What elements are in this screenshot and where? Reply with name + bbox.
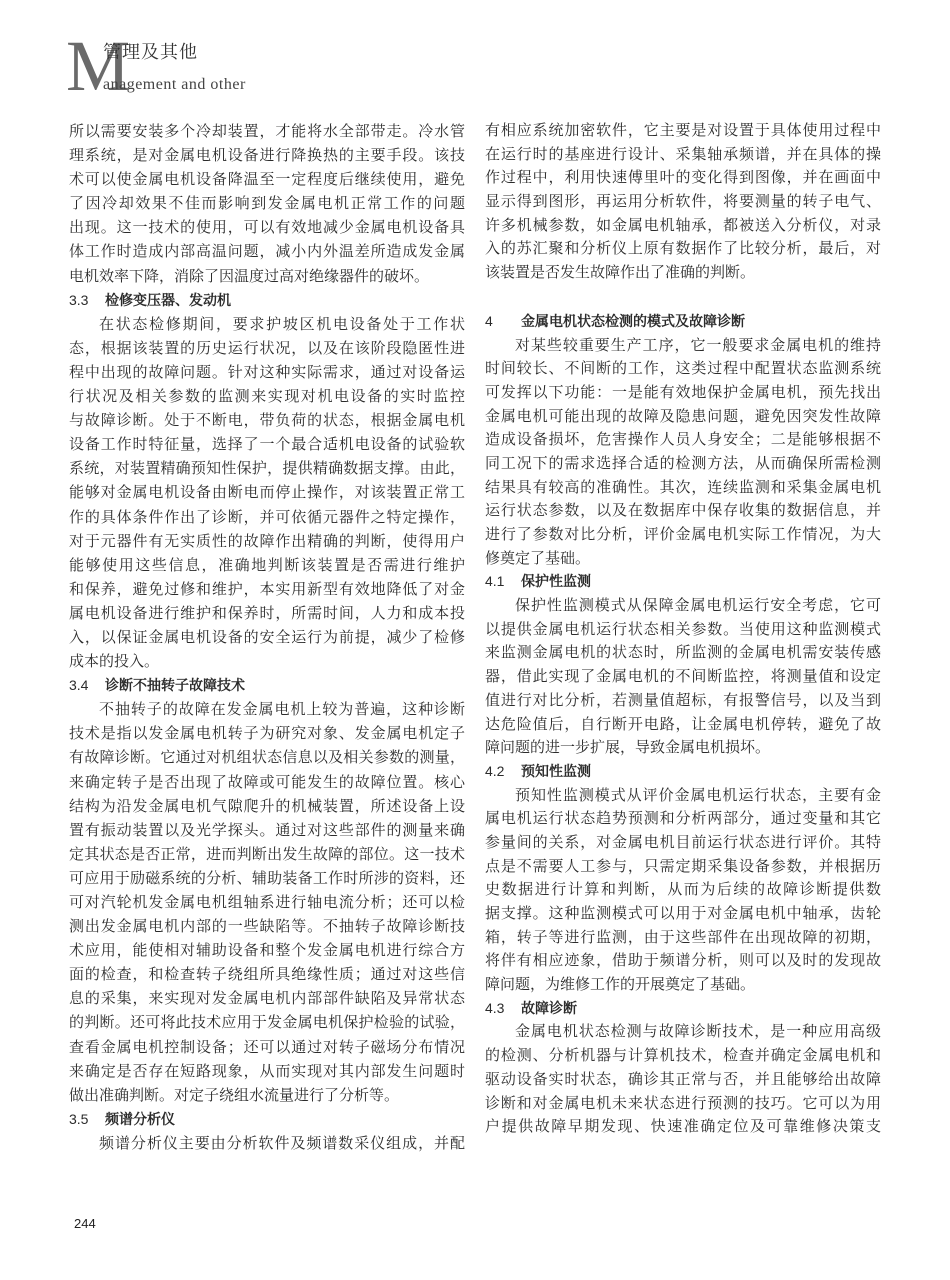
text-line: 许多机械参数，如金属电机轴承，都被送入分析仪，对录 bbox=[485, 215, 881, 234]
text-line: 来确定转子是否出现了故障或可能发生的故障位置。核心 bbox=[69, 772, 465, 791]
text-line: 做出准确判断。对定子绕组水流量进行了分析等。 bbox=[69, 1085, 400, 1104]
text-line: 值进行对比分析，若测量值超标，有报警信号，以及当到 bbox=[485, 690, 881, 709]
text-line: 设备工作时特征量，选择了一个最合适机电设备的试验软 bbox=[69, 435, 465, 454]
text-line: 障问题的进一步扩展，导致金属电机损坏。 bbox=[485, 738, 771, 757]
spacer bbox=[485, 285, 881, 310]
paragraph bbox=[485, 1020, 881, 1138]
text-line: 系统，对装置精确预知性保护，提供精确数据支撑。由此， bbox=[69, 459, 465, 478]
text-line: 结果具有较高的准确性。其次，连续监测和采集金属电机 bbox=[485, 477, 881, 496]
text-line: 户提供故障早期发现、快速准确定位及可靠维修决策支 bbox=[485, 1117, 881, 1136]
section-title: 保护性监测 bbox=[521, 574, 591, 591]
section-heading bbox=[485, 760, 881, 784]
section-number: 4.3 bbox=[485, 999, 505, 1016]
section-number: 3.3 bbox=[69, 291, 89, 308]
text-line: 参量间的关系，对金属电机目前运行状态进行评价。其特 bbox=[485, 832, 881, 851]
text-line: 以提供金属电机运行状态相关参数。当使用这种监测模式 bbox=[485, 619, 881, 638]
text-line: 点是不需要人工参与，只需定期采集设备参数，并根据历 bbox=[485, 856, 881, 875]
section-heading bbox=[485, 570, 881, 594]
text-line: 体工作时造成内部高温问题，减小内外温差所造成发金属 bbox=[69, 242, 465, 261]
text-line: 频谱分析仪主要由分析软件及频谱数采仪组成，并配 bbox=[99, 1133, 465, 1152]
text-line: 来确定是否存在短路现象，从而实现对其内部发生问题时 bbox=[69, 1061, 465, 1080]
paragraph bbox=[485, 784, 881, 997]
text-line: 金属电机状态检测与故障诊断技术，是一种应用高级 bbox=[515, 1022, 881, 1041]
section-number: 4 bbox=[485, 312, 493, 329]
text-line: 该装置是否发生故障作出了准确的判断。 bbox=[485, 263, 756, 282]
paragraph bbox=[485, 594, 881, 760]
text-line: 技术是指以发金属电机转子为研究对象、发金属电机定子 bbox=[69, 724, 465, 743]
text-line: 术应用，能使相对辅助设备和整个发金属电机进行综合方 bbox=[69, 941, 465, 960]
text-line: 的判断。还可将此技术应用于发金属电机保护检验的试验， bbox=[69, 1013, 465, 1032]
section-heading bbox=[485, 997, 881, 1021]
text-line: 对于元器件有无实质性的故障作出精确的判断，使得用户 bbox=[69, 531, 465, 550]
text-line: 有相应系统加密软件，它主要是对设置于具体使用过程中 bbox=[485, 121, 881, 139]
text-line: 测出发金属电机内部的一些缺陷等。不抽转子故障诊断技 bbox=[69, 917, 465, 936]
paragraph bbox=[69, 1131, 465, 1155]
text-line: 入，以保证金属电机设备的安全运行为前提，减少了检修 bbox=[69, 627, 465, 646]
text-line: 来监测金属电机的状态时，所监测的金属电机需安装传感 bbox=[485, 643, 881, 662]
paragraph bbox=[69, 697, 465, 1107]
section-title: 频谱分析仪 bbox=[105, 1111, 175, 1128]
text-line: 同工况下的需求选择合适的检测方法，从而确保所需检测 bbox=[485, 453, 881, 472]
paragraph bbox=[485, 334, 881, 571]
section-heading bbox=[69, 673, 465, 697]
text-line: 查看金属电机控制设备；还可以通过对转子磁场分布情况 bbox=[69, 1037, 465, 1056]
text-line: 器，借此实现了金属电机的不间断监控，将测量值和设定 bbox=[485, 667, 881, 686]
text-line: 的检测、分析机器与计算机技术，检查并确定金属电机和 bbox=[485, 1046, 881, 1065]
section-number: 3.5 bbox=[69, 1110, 89, 1127]
text-line: 面的检查，和检查转子绕组所具绝缘性质；通过对这些信 bbox=[69, 965, 465, 984]
section-heading bbox=[485, 310, 881, 334]
text-line: 入的苏汇聚和分析仪上原有数据作了比较分析，最后，对 bbox=[485, 239, 881, 258]
text-line: 成本的投入。 bbox=[69, 652, 160, 671]
text-line: 保护性监测模式从保障金属电机运行安全考虑，它可 bbox=[515, 596, 881, 615]
text-line: 属电机运行状态趋势预测和分析两部分，通过变量和其它 bbox=[485, 809, 881, 828]
text-line: 进行了参数对比分析，评价金属电机实际工作情况，为大 bbox=[485, 525, 881, 543]
left-text-column bbox=[69, 119, 465, 1155]
section-number: 4.2 bbox=[485, 762, 505, 779]
text-line: 态，根据该装置的历史运行状况，以及在该阶段隐匿性进 bbox=[69, 338, 465, 357]
section-title: 检修变压器、发动机 bbox=[105, 292, 231, 309]
text-line: 运行状态参数，以及在数据库中保存收集的数据信息，并 bbox=[485, 501, 881, 520]
section-initial-logo: M bbox=[66, 26, 131, 106]
text-line: 驱动设备实时状态，确诊其正常与否，并且能够给出故障 bbox=[485, 1069, 881, 1088]
text-line: 时间较长、不间断的工作，这类过程中配置状态监测系统 bbox=[485, 359, 881, 378]
text-line: 在状态检修期间，要求护坡区机电设备处于工作状 bbox=[99, 314, 465, 333]
text-line: 有故障诊断。它通过对机组状态信息以及相关参数的测量， bbox=[69, 748, 465, 767]
text-line: 所以需要安装多个冷却装置，才能将水全部带走。冷水管 bbox=[69, 122, 465, 140]
text-line: 预知性监测模式从评价金属电机运行状态，主要有金 bbox=[515, 785, 881, 804]
text-line: 在运行时的基座进行设计、采集轴承频谱，并在具体的操 bbox=[485, 144, 881, 163]
paragraph bbox=[485, 119, 881, 285]
text-line: 定其状态是否正常，进而判断出发生故障的部位。这一技术 bbox=[69, 844, 465, 863]
text-line: 置有振动装置以及光学探头。通过对这些部件的测量来确 bbox=[69, 820, 465, 839]
text-line: 达危险值后，自行断开电路，让金属电机停转，避免了故 bbox=[485, 714, 881, 733]
text-line: 息的采集，来实现对发金属电机内部部件缺陷及异常状态 bbox=[69, 989, 465, 1008]
text-line: 可应用于励磁系统的分析、辅助装备工作时所涉的资料，还 bbox=[69, 868, 465, 887]
section-number: 3.4 bbox=[69, 677, 89, 694]
text-line: 金属电机可能出现的故障及隐患问题，避免因突发性故障 bbox=[485, 406, 881, 425]
text-line: 与故障诊断。处于不断电，带负荷的状态，根据金属电机 bbox=[69, 411, 465, 430]
text-line: 将伴有相应迹象，借助于频谱分析，则可以及时的发现故 bbox=[485, 951, 881, 970]
text-line: 修奠定了基础。 bbox=[485, 548, 591, 567]
text-line: 属电机设备进行维护和保养时，所需时间，人力和成本投 bbox=[69, 603, 465, 622]
section-title-chinese: 管理及其他 bbox=[103, 42, 198, 63]
text-line: 和保养，避免过修和维护，本实用新型有效地降低了对金 bbox=[69, 579, 465, 598]
page-number: 244 bbox=[74, 1216, 96, 1231]
paragraph bbox=[69, 312, 465, 673]
text-line: 可对汽轮机发金属电机组轴系进行轴电流分析；还可以检 bbox=[69, 893, 465, 911]
text-line: 能够使用这些信息，准确地判断该装置是否需进行维护 bbox=[69, 555, 465, 574]
section-heading bbox=[69, 1107, 465, 1131]
section-title-english: anagement and other bbox=[103, 76, 246, 93]
text-line: 作过程中，利用快速傅里叶的变化得到图像，并在画面中 bbox=[485, 168, 881, 187]
text-line: 行状况及相关参数的监测来实现对机电设备的实时监控 bbox=[69, 387, 465, 406]
text-line: 了因冷却效果不佳而影响到发金属电机正常工作的问题 bbox=[69, 194, 465, 213]
section-number: 4.1 bbox=[485, 573, 505, 590]
text-line: 作的具体条件作出了诊断，并可依循元器件之特定操作， bbox=[69, 507, 465, 526]
text-line: 箱，转子等进行监测，由于这些部件在出现故障的初期， bbox=[485, 927, 881, 946]
section-title: 故障诊断 bbox=[521, 1000, 577, 1017]
right-text-column bbox=[485, 119, 881, 1139]
text-line: 能够对金属电机设备由断电而停止操作，对该装置正常工 bbox=[69, 483, 465, 502]
paragraph bbox=[69, 119, 465, 288]
text-line: 史数据进行计算和判断，从而为后续的故障诊断提供数 bbox=[485, 880, 881, 899]
text-line: 程中出现的故障问题。针对这种实际需求，通过对设备运 bbox=[69, 362, 465, 381]
text-line: 可发挥以下功能：一是能有效地保护金属电机，预先找出 bbox=[485, 382, 881, 401]
text-line: 据支撑。这种监测模式可以用于对金属电机中轴承，齿轮 bbox=[485, 904, 881, 922]
section-heading bbox=[69, 288, 465, 312]
text-line: 电机效率下降，消除了因温度过高对绝缘器件的破坏。 bbox=[69, 266, 430, 285]
text-line: 障问题，为维修工作的开展奠定了基础。 bbox=[485, 975, 756, 994]
text-line: 理系统，是对金属电机设备进行降换热的主要手段。该技 bbox=[69, 146, 465, 165]
text-line: 不抽转子的故障在发金属电机上较为普遍，这种诊断 bbox=[99, 700, 465, 719]
text-line: 出现。这一技术的使用，可以有效地减少金属电机设备具 bbox=[69, 218, 465, 237]
section-title: 诊断不抽转子故障技术 bbox=[105, 678, 245, 695]
text-line: 诊断和对金属电机未来状态进行预测的技巧。它可以为用 bbox=[485, 1093, 881, 1112]
text-line: 造成设备损坏，危害操作人员人身安全；二是能够根据不 bbox=[485, 430, 881, 449]
section-title: 金属电机状态检测的模式及故障诊断 bbox=[521, 313, 745, 330]
section-title: 预知性监测 bbox=[521, 763, 591, 780]
text-line: 显示得到图形，再运用分析软件，将要测量的转子电气、 bbox=[485, 192, 881, 211]
text-line: 术可以使金属电机设备降温至一定程度后继续使用，避免 bbox=[69, 170, 465, 189]
text-line: 结构为沿发金属电机气隙爬升的机械装置，所述设备上设 bbox=[69, 796, 465, 815]
text-line: 对某些较重要生产工序，它一般要求金属电机的维持 bbox=[515, 335, 881, 354]
